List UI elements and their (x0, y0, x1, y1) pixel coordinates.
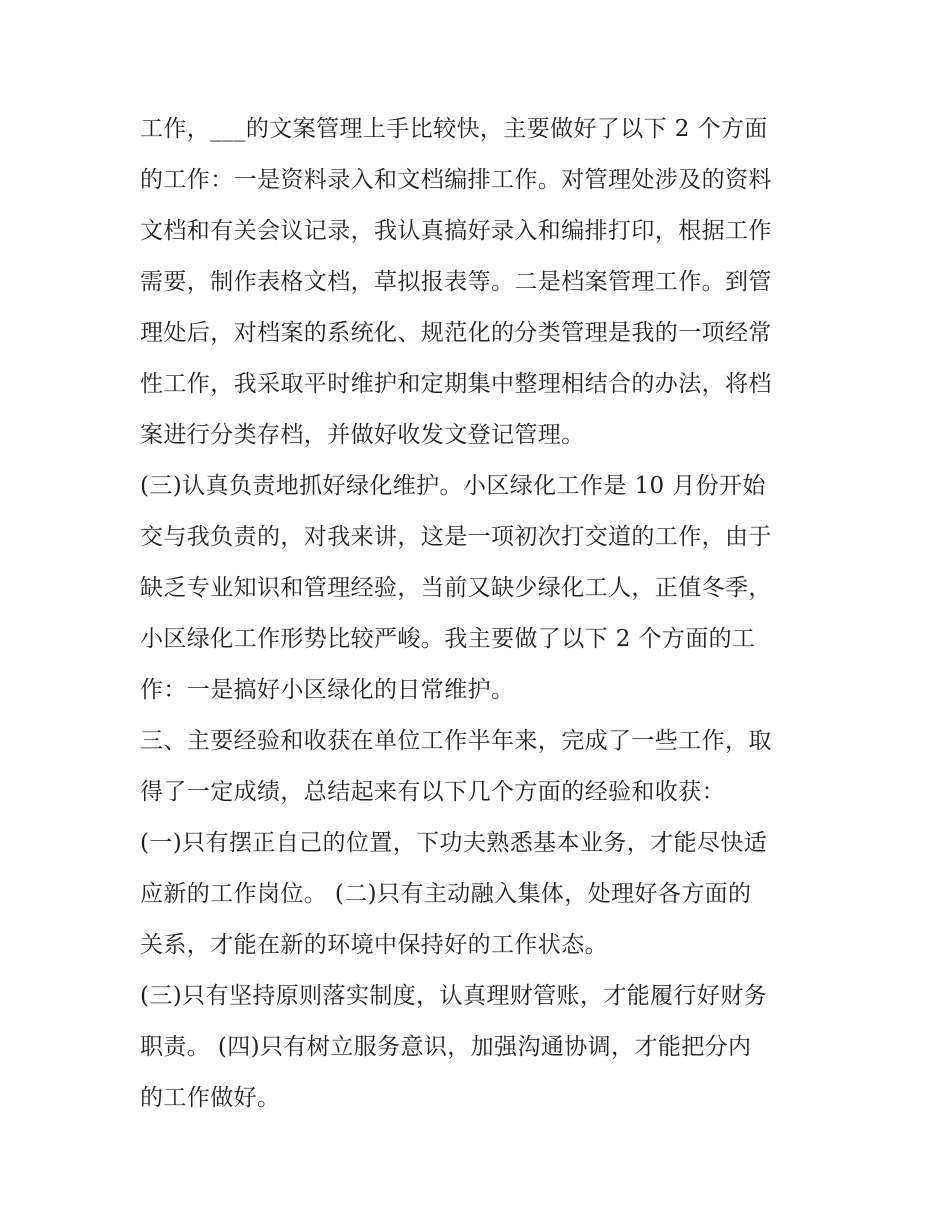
text-line: 理处后，对档案的系统化、规范化的分类管理是我的一项经常 (140, 320, 772, 346)
text-line: (三)认真负责地抓好绿化维护。小区绿化工作是 10 月份开始 (140, 473, 766, 499)
text-line: 的工作：一是资料录入和文档编排工作。对管理处涉及的资料 (140, 167, 772, 193)
text-line: 职责。 (四)只有树立服务意识，加强沟通协调，才能把分内 (140, 1034, 752, 1060)
text-line: 三、主要经验和收获在单位工作半年来，完成了一些工作，取 (140, 728, 772, 754)
text-line: 得了一定成绩，总结起来有以下几个方面的经验和收获： (140, 779, 725, 805)
text-line: 应新的工作岗位。 (二)只有主动融入集体，处理好各方面的 (140, 881, 752, 907)
text-line: 性工作，我采取平时维护和定期集中整理相结合的办法，将档 (140, 371, 772, 397)
text-line: 作：一是搞好小区绿化的日常维护。 (140, 677, 515, 703)
text-line: 需要，制作表格文档，草拟报表等。二是档案管理工作。到管 (140, 269, 772, 295)
text-line: 工作，___的文案管理上手比较快，主要做好了以下 2 个方面 (140, 116, 768, 142)
text-line: 缺乏专业知识和管理经验，当前又缺少绿化工人，正值冬季， (140, 575, 772, 601)
document-body (140, 104, 820, 1124)
text-line: 交与我负责的，对我来讲，这是一项初次打交道的工作，由于 (140, 524, 772, 550)
text-line: (一)只有摆正自己的位置，下功夫熟悉基本业务，才能尽快适 (140, 830, 768, 856)
text-line: 关系，才能在新的环境中保持好的工作状态。 (140, 932, 608, 958)
text-line: 文档和有关会议记录，我认真搞好录入和编排打印，根据工作 (140, 218, 772, 244)
text-line: (三)只有坚持原则落实制度，认真理财管账，才能履行好财务 (140, 983, 768, 1009)
text-line: 小区绿化工作形势比较严峻。我主要做了以下 2 个方面的工 (140, 626, 756, 652)
text-line: 的工作做好。 (140, 1085, 281, 1111)
text-line: 案进行分类存档，并做好收发文登记管理。 (140, 422, 585, 448)
